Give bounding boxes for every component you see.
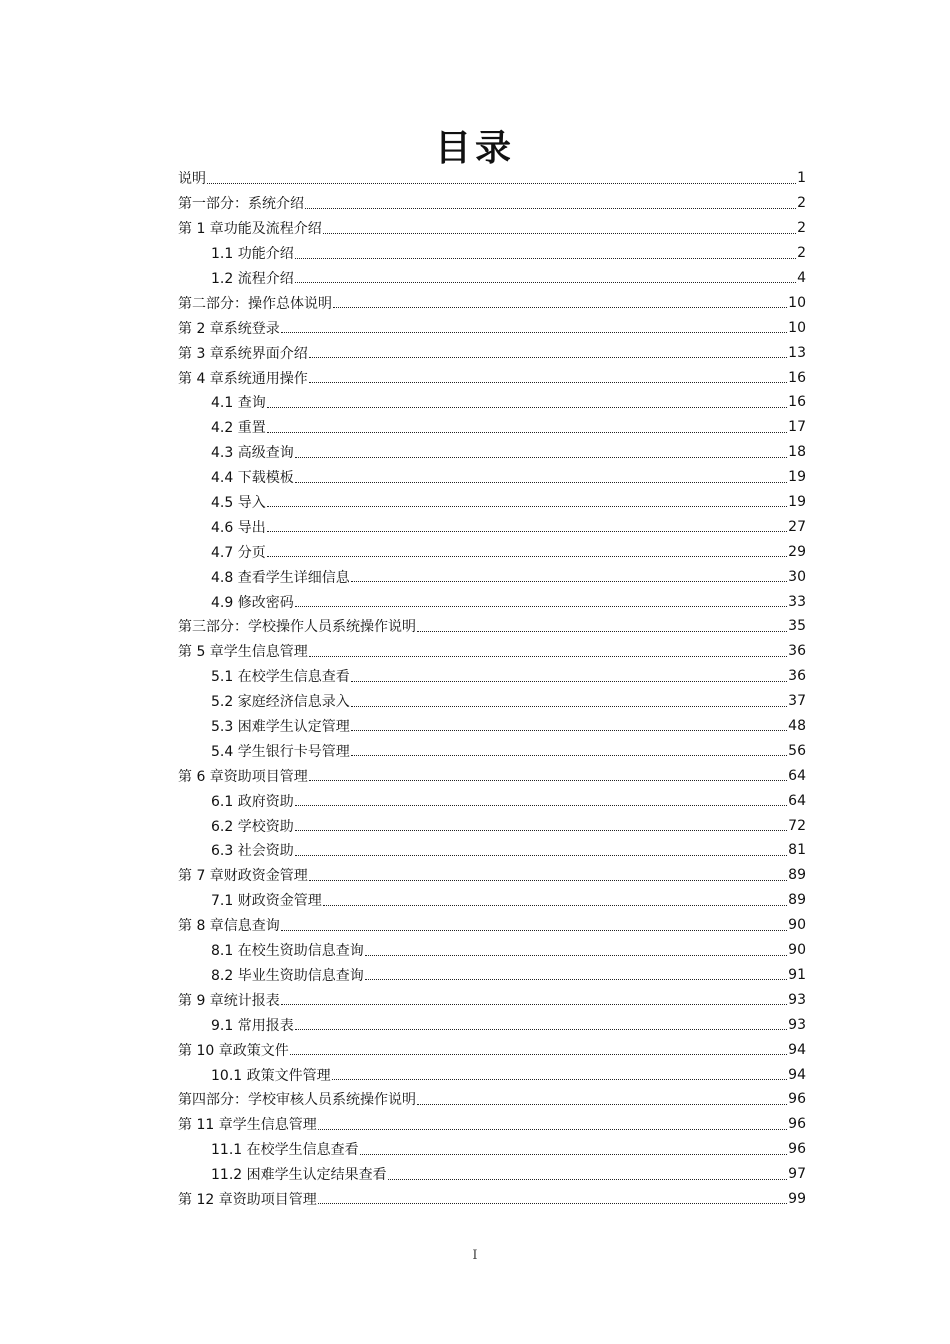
toc-entry-page: 89: [788, 892, 806, 909]
toc-entry-label: 第 9 章统计报表: [178, 992, 280, 1009]
toc-entry-page: 96: [788, 1091, 806, 1108]
toc-entry-label: 第 4 章系统通用操作: [178, 370, 308, 387]
toc-entry[interactable]: [178, 241, 806, 266]
toc-entry-label: 6.2 学校资助: [211, 818, 294, 835]
toc-dot-leader: [295, 456, 787, 458]
toc-entry-page: 33: [788, 593, 806, 610]
toc-entry[interactable]: [178, 1187, 806, 1212]
toc-entry-page: 2: [797, 195, 806, 212]
toc-dot-leader: [323, 232, 796, 234]
toc-dot-leader: [295, 854, 787, 856]
toc-dot-leader: [417, 630, 787, 632]
toc-entry-label: 4.5 导入: [211, 495, 266, 512]
toc-dot-leader: [295, 257, 796, 259]
toc-entry[interactable]: [178, 1112, 806, 1137]
toc-entry-label: 第 8 章信息查询: [178, 918, 280, 935]
toc-entry-page: 30: [788, 568, 806, 585]
toc-dot-leader: [388, 1178, 788, 1180]
toc-entry-label: 5.1 在校学生信息查看: [211, 669, 350, 686]
toc-dot-leader: [295, 1028, 787, 1030]
toc-entry-label: 第 1 章功能及流程介绍: [178, 221, 322, 238]
toc-entry[interactable]: [178, 490, 806, 515]
toc-entry[interactable]: [178, 838, 806, 863]
toc-entry[interactable]: [178, 514, 806, 539]
toc-entry-page: 93: [788, 991, 806, 1008]
toc-dot-leader: [333, 306, 787, 308]
toc-entry-page: 1: [797, 170, 806, 187]
toc-entry-page: 94: [788, 1041, 806, 1058]
toc-entry-page: 81: [788, 842, 806, 859]
toc-entry[interactable]: [178, 763, 806, 788]
toc-entry-page: 16: [788, 394, 806, 411]
toc-entry[interactable]: [178, 266, 806, 291]
toc-dot-leader: [365, 954, 787, 956]
toc-dot-leader: [281, 1003, 787, 1005]
toc-dot-leader: [323, 904, 787, 906]
toc-entry[interactable]: [178, 365, 806, 390]
toc-entry-label: 6.1 政府资助: [211, 793, 294, 810]
toc-entry-label: 第一部分：系统介绍: [178, 196, 304, 213]
toc-dot-leader: [417, 1103, 787, 1105]
toc-entry[interactable]: [178, 589, 806, 614]
toc-entry-page: 18: [788, 444, 806, 461]
toc-entry-label: 8.1 在校生资助信息查询: [211, 943, 364, 960]
toc-entry[interactable]: [178, 913, 806, 938]
toc-entry[interactable]: [178, 415, 806, 440]
toc-entry-page: 72: [788, 817, 806, 834]
toc-entry-label: 第三部分：学校操作人员系统操作说明: [178, 619, 416, 636]
toc-entry[interactable]: [178, 340, 806, 365]
toc-entry[interactable]: [178, 714, 806, 739]
toc-entry[interactable]: [178, 813, 806, 838]
toc-entry-label: 9.1 常用报表: [211, 1017, 294, 1034]
toc-entry-label: 10.1 政策文件管理: [211, 1067, 331, 1084]
toc-entry-label: 5.3 困难学生认定管理: [211, 719, 350, 736]
toc-entry-page: 90: [788, 942, 806, 959]
toc-entry-page: 37: [788, 693, 806, 710]
toc-dot-leader: [295, 829, 787, 831]
toc-entry-page: 94: [788, 1066, 806, 1083]
toc-entry-page: 89: [788, 867, 806, 884]
toc-entry-label: 第 7 章财政资金管理: [178, 868, 308, 885]
toc-entry-page: 29: [788, 543, 806, 560]
toc-entry[interactable]: [178, 788, 806, 813]
toc-entry[interactable]: [178, 216, 806, 241]
toc-entry-page: 64: [788, 767, 806, 784]
toc-entry-page: 10: [788, 319, 806, 336]
toc-entry-label: 第 12 章资助项目管理: [178, 1191, 317, 1208]
toc-dot-leader: [351, 705, 787, 707]
toc-entry[interactable]: [178, 564, 806, 589]
toc-entry-label: 4.9 修改密码: [211, 594, 294, 611]
toc-entry[interactable]: [178, 863, 806, 888]
toc-entry-label: 第 3 章系统界面介绍: [178, 345, 308, 362]
toc-entry[interactable]: [178, 1012, 806, 1037]
toc-entry-label: 第 11 章学生信息管理: [178, 1117, 317, 1134]
toc-dot-leader: [281, 929, 787, 931]
toc-entry-page: 17: [788, 419, 806, 436]
toc-entry[interactable]: [178, 738, 806, 763]
toc-entry[interactable]: [178, 166, 806, 191]
toc-dot-leader: [318, 1202, 787, 1204]
toc-entry-page: 48: [788, 718, 806, 735]
toc-dot-leader: [351, 729, 787, 731]
toc-dot-leader: [309, 655, 787, 657]
toc-entry[interactable]: [178, 888, 806, 913]
page-title: 目录: [434, 127, 515, 170]
toc-entry-page: 35: [788, 618, 806, 635]
toc-entry-page: 93: [788, 1016, 806, 1033]
toc-dot-leader: [351, 754, 787, 756]
toc-dot-leader: [351, 580, 787, 582]
toc-entry-page: 2: [797, 220, 806, 237]
toc-entry-page: 19: [788, 469, 806, 486]
toc-entry-label: 4.3 高级查询: [211, 445, 294, 462]
toc-entry-label: 11.1 在校学生信息查看: [211, 1142, 359, 1159]
toc-entry-page: 36: [788, 643, 806, 660]
toc-entry-page: 56: [788, 742, 806, 759]
toc-dot-leader: [281, 331, 787, 333]
toc-dot-leader: [267, 505, 787, 507]
toc-entry-label: 第 5 章学生信息管理: [178, 644, 308, 661]
toc-dot-leader: [309, 356, 787, 358]
toc-dot-leader: [309, 381, 787, 383]
toc-entry[interactable]: [178, 390, 806, 415]
toc-entry-page: 96: [788, 1116, 806, 1133]
toc-entry-label: 1.1 功能介绍: [211, 246, 294, 263]
toc-entry-page: 27: [788, 518, 806, 535]
toc-entry-page: 10: [788, 294, 806, 311]
toc-entry[interactable]: [178, 1037, 806, 1062]
toc-entry[interactable]: [178, 689, 806, 714]
toc-entry-label: 7.1 财政资金管理: [211, 893, 322, 910]
toc-entry-label: 4.7 分页: [211, 544, 266, 561]
toc-dot-leader: [332, 1078, 788, 1080]
toc-entry-label: 1.2 流程介绍: [211, 271, 294, 287]
toc-entry-label: 说明: [178, 171, 206, 188]
toc-entry[interactable]: [178, 664, 806, 689]
toc-entry-page: 97: [788, 1166, 806, 1183]
toc-entry-label: 5.4 学生银行卡号管理: [211, 743, 350, 760]
toc-dot-leader: [295, 605, 787, 607]
toc-entry[interactable]: [178, 539, 806, 564]
toc-dot-leader: [267, 406, 787, 408]
toc-entry[interactable]: [178, 1062, 806, 1087]
toc-entry[interactable]: [178, 639, 806, 664]
toc-dot-leader: [295, 481, 787, 483]
toc-entry[interactable]: [178, 614, 806, 639]
toc-entry-page: 90: [788, 917, 806, 934]
toc-entry-label: 第二部分：操作总体说明: [178, 295, 332, 312]
toc-entry[interactable]: [178, 290, 806, 315]
toc-entry-page: 13: [788, 344, 806, 361]
toc-entry-label: 5.2 家庭经济信息录入: [211, 694, 350, 711]
toc-entry-label: 4.1 查询: [211, 395, 266, 412]
toc-entry-label: 第四部分：学校审核人员系统操作说明: [178, 1092, 416, 1109]
toc-dot-leader: [351, 680, 787, 682]
toc-entry[interactable]: [178, 465, 806, 490]
toc-dot-leader: [295, 281, 796, 283]
toc-entry-label: 4.6 导出: [211, 519, 266, 536]
toc-entry[interactable]: [178, 1162, 806, 1187]
toc-entry-label: 8.2 毕业生资助信息查询: [211, 967, 364, 984]
toc-entry-page: 99: [788, 1190, 806, 1207]
toc-entry-page: 19: [788, 494, 806, 511]
page-number: I: [472, 1248, 478, 1263]
toc-entry-label: 4.8 查看学生详细信息: [211, 569, 350, 586]
toc-entry[interactable]: [178, 1137, 806, 1162]
toc-entry-label: 6.3 社会资助: [211, 843, 294, 860]
toc-dot-leader: [207, 182, 796, 184]
toc-entry-label: 4.2 重置: [211, 420, 266, 437]
toc-entry-label: 11.2 困难学生认定结果查看: [211, 1167, 387, 1184]
toc-entry-label: 第 6 章资助项目管理: [178, 768, 308, 785]
toc-entry[interactable]: [178, 315, 806, 340]
toc-entry-label: 第 2 章系统登录: [178, 320, 280, 337]
toc-entry[interactable]: [178, 1087, 806, 1112]
toc-dot-leader: [305, 207, 796, 209]
toc-entry-page: 16: [788, 369, 806, 386]
toc-entry[interactable]: [178, 938, 806, 963]
toc-entry[interactable]: [178, 963, 806, 988]
toc-entry-label: 第 10 章政策文件: [178, 1042, 289, 1059]
toc-entry-page: 36: [788, 668, 806, 685]
toc-entry-label: 4.4 下载模板: [211, 470, 294, 487]
toc-dot-leader: [290, 1053, 787, 1055]
toc-dot-leader: [309, 779, 787, 781]
toc-dot-leader: [267, 431, 787, 433]
table-of-contents: [178, 166, 806, 1211]
toc-entry[interactable]: [178, 440, 806, 465]
toc-dot-leader: [267, 530, 787, 532]
toc-dot-leader: [360, 1153, 788, 1155]
toc-entry-page: 64: [788, 792, 806, 809]
toc-entry-page: 2: [797, 245, 806, 262]
toc-dot-leader: [318, 1128, 787, 1130]
toc-dot-leader: [267, 555, 787, 557]
toc-entry-page: 96: [788, 1141, 806, 1158]
toc-entry-page: 91: [788, 966, 806, 983]
toc-entry-page: 4: [797, 270, 806, 286]
toc-dot-leader: [309, 879, 787, 881]
toc-entry[interactable]: [178, 191, 806, 216]
toc-dot-leader: [295, 804, 787, 806]
toc-dot-leader: [365, 978, 787, 980]
toc-entry[interactable]: [178, 987, 806, 1012]
